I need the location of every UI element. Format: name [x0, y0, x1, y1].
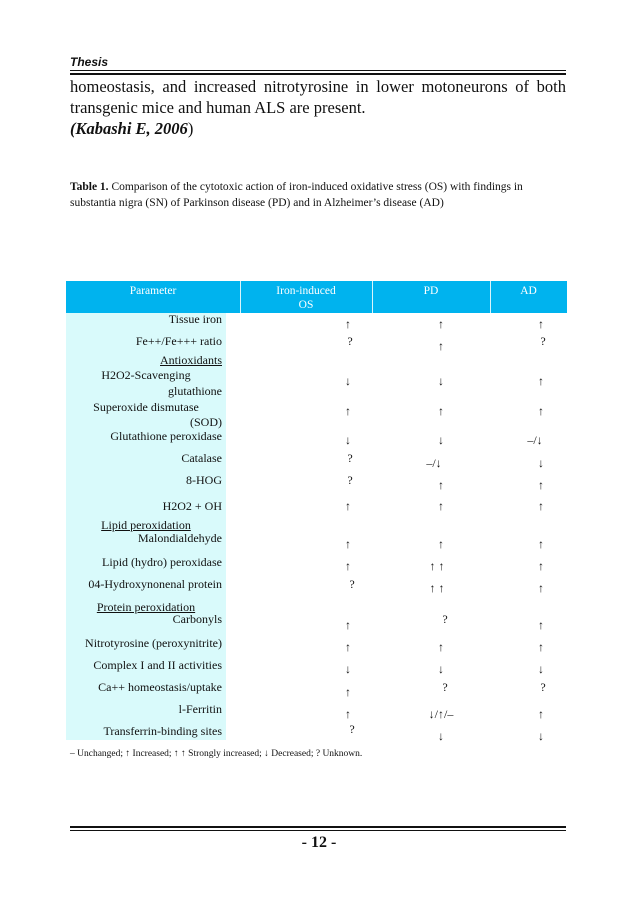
row-label: Ca++ homeostasis/uptake — [98, 680, 222, 694]
pd-value: ↓ — [438, 374, 444, 388]
os-value: ↑ — [345, 404, 351, 418]
pd-value: ↓ — [438, 433, 444, 447]
ad-value: ↑ — [538, 317, 544, 331]
os-value: ↑ — [345, 707, 351, 721]
section-protein-peroxidation: Protein peroxidation — [96, 600, 196, 614]
row-label: H2O2 + OH — [162, 499, 222, 513]
citation-close: ) — [187, 119, 194, 138]
os-value: ? — [349, 722, 355, 736]
ad-value: ↑ — [538, 618, 544, 632]
row-label: 8-HOG — [186, 473, 222, 487]
header-rule-thick — [70, 73, 566, 75]
header-iron-line2: OS — [298, 299, 314, 311]
ad-value: ? — [540, 334, 546, 348]
paragraph-text: homeostasis, and increased nitrotyrosine in lower motoneurons of both transgenic mice and human ALS are present. — [70, 77, 566, 117]
ad-value: ↓ — [538, 662, 544, 676]
ad-value: ↑ — [538, 640, 544, 654]
ad-value: ↑ — [538, 537, 544, 551]
row-label: Catalase — [181, 451, 222, 465]
pd-value: ↑ — [438, 339, 444, 353]
citation: (Kabashi E, 2006 — [70, 119, 188, 138]
os-value: ↓ — [345, 433, 351, 447]
header-ad: AD — [520, 285, 537, 297]
pd-value: –/↓ — [426, 456, 442, 470]
pd-value: ↑ — [438, 499, 444, 513]
os-value: ↑ — [345, 317, 351, 331]
pd-value: ↑ — [438, 317, 444, 331]
pd-value: ↑ — [438, 537, 444, 551]
os-value: ↓ — [345, 374, 351, 388]
os-value: ↑ — [345, 685, 351, 699]
row-label: Superoxide dismutase — [93, 400, 199, 414]
header-parameter: Parameter — [129, 285, 177, 297]
row-label: Malondialdehyde — [138, 531, 222, 545]
os-value: ? — [349, 577, 355, 591]
os-value: ↑ — [345, 537, 351, 551]
caption-text: Comparison of the cytotoxic action of iron-induced oxidative stress (OS) with findings in substantia nigra (SN) of Parkinson disease (PD) and in Alzheimer’s disease (AD) — [70, 181, 523, 209]
pd-value: ↑ — [438, 478, 444, 492]
row-label: l-Ferritin — [178, 702, 222, 716]
ad-value: ↑ — [538, 374, 544, 388]
table-caption — [70, 180, 540, 211]
pd-value: ↑ ↑ — [429, 581, 445, 595]
pd-value: ↓ — [438, 662, 444, 676]
header-iron-os — [240, 284, 372, 312]
caption-label: Table 1. — [70, 181, 109, 193]
footer-rule — [70, 830, 566, 831]
pd-value: ? — [442, 680, 448, 694]
header-pd: PD — [423, 285, 439, 297]
header-iron-line1: Iron-induced — [276, 285, 336, 297]
ad-value: ↓ — [538, 456, 544, 470]
os-value: ? — [347, 451, 353, 465]
row-label: Complex I and II activities — [93, 658, 222, 672]
pd-value: ↑ ↑ — [429, 559, 445, 573]
os-value: ? — [347, 334, 353, 348]
ad-value: ↑ — [538, 404, 544, 418]
ad-value: ↑ — [538, 499, 544, 513]
pd-value: ↑ — [438, 404, 444, 418]
pd-value: ↑ — [438, 640, 444, 654]
row-label: Tissue iron — [168, 312, 222, 326]
row-label: Carbonyls — [172, 612, 222, 626]
ad-value: ↑ — [538, 478, 544, 492]
ad-value: ↑ — [538, 581, 544, 595]
row-label: Fe++/Fe+++ ratio — [135, 334, 222, 348]
header-rule — [70, 70, 566, 71]
body-paragraph — [70, 76, 566, 139]
row-label: Glutathione peroxidase — [110, 429, 222, 443]
pd-value: ↓ — [438, 729, 444, 743]
ad-value: ↓ — [538, 729, 544, 743]
page-number: - 12 - — [301, 834, 337, 851]
running-header: Thesis — [70, 55, 109, 69]
os-value: ↑ — [345, 640, 351, 654]
section-lipid-peroxidation: Lipid peroxidation — [101, 518, 191, 532]
row-label: Nitrotyrosine (peroxynitrite) — [85, 636, 222, 650]
footer-rule-thick — [70, 826, 566, 828]
row-label: Lipid (hydro) peroxidase — [102, 555, 222, 569]
section-antioxidants: Antioxidants — [160, 353, 222, 367]
os-value: ↓ — [345, 662, 351, 676]
row-label: 04-Hydroxynonenal protein — [88, 577, 222, 591]
pd-value: ↓/↑/– — [428, 707, 454, 721]
pd-value: ? — [442, 612, 448, 626]
os-value: ↑ — [345, 499, 351, 513]
row-label: Transferrin-binding sites — [103, 724, 222, 738]
row-label-cont: (SOD) — [190, 415, 222, 429]
table-legend: – Unchanged; ↑ Increased; ↑ ↑ Strongly increased; ↓ Decreased; ? Unknown. — [70, 749, 363, 759]
ad-value: ? — [540, 680, 546, 694]
ad-value: ↑ — [538, 559, 544, 573]
ad-value: ↑ — [538, 707, 544, 721]
ad-value: –/↓ — [527, 433, 543, 447]
table-header — [66, 281, 567, 313]
row-label: H2O2-Scavenging — [101, 368, 191, 382]
os-value: ? — [347, 473, 353, 487]
row-label-cont: glutathione — [168, 384, 222, 398]
os-value: ↑ — [345, 618, 351, 632]
os-value: ↑ — [345, 559, 351, 573]
